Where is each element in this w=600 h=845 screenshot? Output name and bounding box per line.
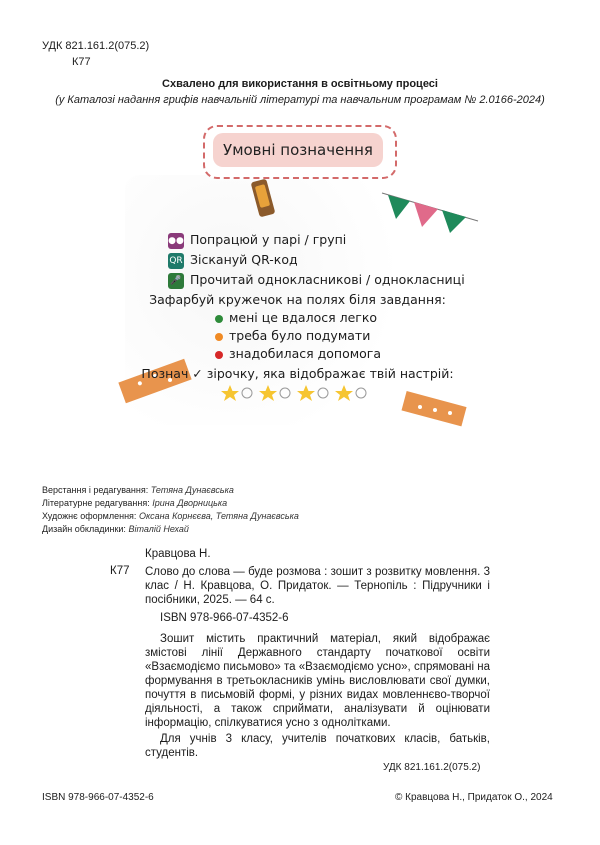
biblio-description: Слово до слова — буде розмова : зошит з розвитку мовлення. 3 клас / Н. Кравцова, О. Придаток. — Тернопіль : Підручники і посібники, 2025. — 64 с. <box>145 566 490 606</box>
mood-prompt: Познач ✓ зірочку, яка відображає твій настрій: <box>141 366 454 381</box>
mood-stars <box>220 383 370 403</box>
clip-icon <box>245 175 285 225</box>
tape-decoration-right <box>395 385 475 435</box>
approval-note: Схвалено для використання в освітньому процесі <box>162 78 438 90</box>
pair-work-icon: ●● <box>168 233 184 249</box>
credit-line: Верстання і редагування: Тетяна Дунаєвська <box>42 485 234 495</box>
bunting-flags-icon <box>380 185 480 235</box>
legend-item-read-aloud: 🎤 Прочитай однокласникові / однокласниці <box>168 272 465 289</box>
credit-line: Дизайн обкладинки: Віталій Нехай <box>42 524 189 534</box>
author-name: Кравцова Н. <box>145 548 211 560</box>
green-circle-icon <box>215 315 223 323</box>
biblio-audience: Для учнів 3 класу, учителів початкових класів, батьків, студентів. <box>145 733 490 759</box>
biblio-index: К77 <box>110 565 130 577</box>
biblio-annotation: Зошит містить практичний матеріал, який відображає змістові лінії Державного стандарту початкової освіти «Взаємодіємо письмово» та «Взаємодіємо усно», спрямовані на формування в третьокласників умінь висловлювати свої думки, почуття в письмовій формі, у різних видах мовленнєво-творчої діяльності, а також сприймати, аналізувати й оцінювати інформацію, спілкуватися усно з однолітками. <box>145 633 490 729</box>
legend-circle-easy: мені це вдалося легко <box>215 310 377 325</box>
legend-circle-think: треба було подумати <box>215 328 370 343</box>
legend-circle-help: знадобилася допомога <box>215 346 381 361</box>
credit-line: Літературне редагування: Ірина Дворницька <box>42 498 228 508</box>
biblio-isbn: ISBN 978-966-07-4352-6 <box>160 612 289 624</box>
star-icon <box>335 385 366 401</box>
legend-item-pair-work: ●● Попрацюй у парі / групі <box>168 232 347 247</box>
legend-title: Умовні позначення <box>213 133 383 167</box>
udk-code: УДК 821.161.2(075.2) <box>42 40 150 52</box>
star-icon <box>259 385 290 401</box>
orange-circle-icon <box>215 333 223 341</box>
qr-code-icon: QR <box>168 253 184 269</box>
footer-isbn: ISBN 978-966-07-4352-6 <box>42 792 154 803</box>
red-circle-icon <box>215 351 223 359</box>
credit-line: Художнє оформлення: Оксана Корнєєва, Тетяна Дунаєвська <box>42 511 299 521</box>
star-icon <box>221 385 252 401</box>
legend-item-qr: QR Зіскануй QR-код <box>169 252 298 267</box>
catalog-note: (у Каталозі надання грифів навчальній літературі та навчальним програмам № 2.0166-2024) <box>55 94 545 106</box>
star-icon <box>297 385 328 401</box>
footer-copyright: © Кравцова Н., Придаток О., 2024 <box>395 792 553 803</box>
author-index: К77 <box>72 56 91 68</box>
legend-instruction: Зафарбуй кружечок на полях біля завдання: <box>149 292 446 307</box>
microphone-icon: 🎤 <box>168 273 184 289</box>
biblio-udk: УДК 821.161.2(075.2) <box>383 762 481 773</box>
